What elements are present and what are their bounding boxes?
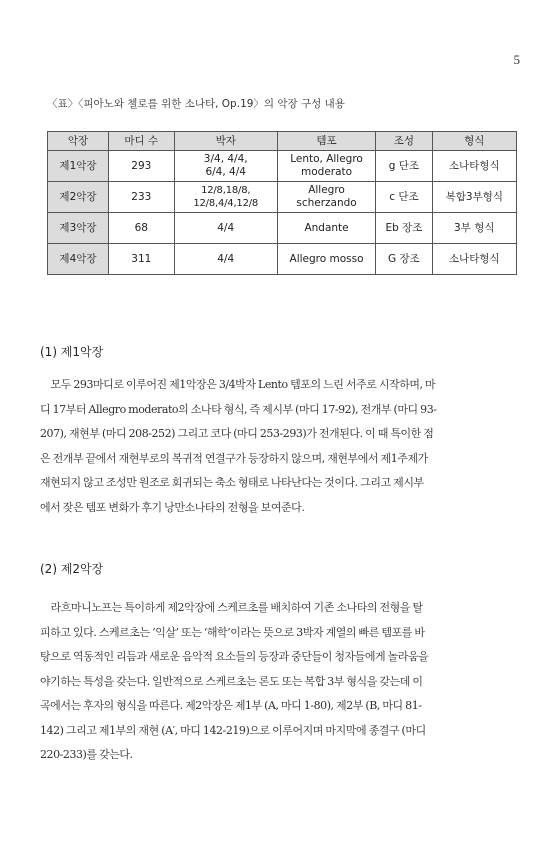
movement-cell: 제3악장 xyxy=(48,213,109,244)
tempo-cell: Andante xyxy=(277,213,375,244)
paragraph-line: 재현되지 않고 조성만 원조로 회귀되는 축소 형태로 나타난다는 것이다. 그리고 제시부 xyxy=(40,476,424,489)
key-cell: G 장조 xyxy=(376,244,432,275)
paragraph-line: 모두 293마디로 이루어진 제1악장은 3/4박자 Lento 템포의 느린 서주로 시작하며, 마 xyxy=(40,378,436,391)
meter-line: 3/4, 4/4, xyxy=(203,153,248,165)
header-tempo: 템포 xyxy=(277,132,375,151)
paragraph-line: 야기하는 특성을 갖는다. 일반적으로 스케르초는 론도 또는 복합 3부 형식을 갖는데 이 xyxy=(40,674,423,688)
form-cell: 3부 형식 xyxy=(432,213,516,244)
section-heading: (2) 제2악장 xyxy=(40,562,104,576)
meter-cell: 4/4 xyxy=(174,213,277,244)
table-row xyxy=(48,244,517,275)
tempo-line: scherzando xyxy=(296,197,357,209)
section-heading: (1) 제1악장 xyxy=(40,345,104,359)
meter-cell xyxy=(174,182,277,213)
form-cell: 소나타형식 xyxy=(432,244,516,275)
meter-cell xyxy=(174,151,277,182)
table-row xyxy=(48,213,517,244)
measures-cell: 68 xyxy=(108,213,174,244)
form-cell: 소나타형식 xyxy=(432,151,516,182)
key-cell: g 단조 xyxy=(376,151,432,182)
paragraph-line: 디 17부터 Allegro moderato의 소나타 형식, 즉 제시부 (마디 17-92), 전개부 (마디 93- xyxy=(40,402,437,416)
meter-line: 12/8,4/4,12/8 xyxy=(193,198,259,209)
paragraph-line: 탕으로 역동적인 리듬과 새로운 음악적 요소들의 등장과 중단들이 청자들에게 놀라움을 xyxy=(40,650,429,663)
section-paragraph xyxy=(40,596,520,768)
section-paragraph xyxy=(40,373,520,520)
paragraph-line: 라흐마니노프는 특이하게 제2악장에 스케르초를 배치하여 기존 소나타의 전형을 탈 xyxy=(40,601,423,614)
header-measures: 마디 수 xyxy=(108,132,174,151)
key-cell: Eb 장조 xyxy=(376,213,432,244)
paragraph-line: 220-233)를 갖는다. xyxy=(40,748,133,761)
key-cell: c 단조 xyxy=(376,182,432,213)
movement-table xyxy=(47,131,517,275)
movement-cell: 제1악장 xyxy=(48,151,109,182)
movement-cell: 제4악장 xyxy=(48,244,109,275)
paragraph-line: 곡에서는 후자의 형식을 따른다. 제2악장은 제1부 (A, 마디 1-80), 제2부 (B, 마디 81- xyxy=(40,699,422,712)
tempo-cell xyxy=(277,151,375,182)
table-row xyxy=(48,182,517,213)
table-caption: 〈표〉〈피아노와 첼로를 위한 소나타, Op.19〉의 악장 구성 내용 xyxy=(47,98,345,110)
paragraph-line: 피하고 있다. 스케르초는 ‘익살’ 또는 ‘해학’이라는 뜻으로 3박자 계열의 빠른 템포를 바 xyxy=(40,625,425,639)
paragraph-line: 은 전개부 끝에서 재현부로의 복귀적 연결구가 등장하지 않으며, 재현부에서 제1주제가 xyxy=(40,451,428,465)
page-number: 5 xyxy=(513,52,520,67)
table-row xyxy=(48,151,517,182)
measures-cell: 311 xyxy=(108,244,174,275)
meter-line: 6/4, 4/4 xyxy=(205,166,246,178)
paragraph-line: 142) 그리고 제1부의 재현 (A′, 마디 142-219)으로 이루어지며 마지막에 종결구 (마디 xyxy=(40,723,426,737)
tempo-line: Allegro xyxy=(308,184,345,196)
tempo-cell xyxy=(277,182,375,213)
meter-line: 12/8,18/8, xyxy=(201,185,251,196)
paragraph-line: 207), 재현부 (마디 208-252) 그리고 코다 (마디 253-293)가 전개된다. 이 때 특이한 점 xyxy=(40,427,434,440)
form-cell: 복합3부형식 xyxy=(432,182,516,213)
header-movement: 악장 xyxy=(48,132,109,151)
table-header-row xyxy=(48,132,517,151)
measures-cell: 293 xyxy=(108,151,174,182)
tempo-line: moderato xyxy=(301,166,353,178)
tempo-line: Lento, Allegro xyxy=(290,153,363,165)
header-meter: 박자 xyxy=(174,132,277,151)
measures-cell: 233 xyxy=(108,182,174,213)
tempo-cell: Allegro mosso xyxy=(277,244,375,275)
meter-cell: 4/4 xyxy=(174,244,277,275)
header-form: 형식 xyxy=(432,132,516,151)
paragraph-line: 에서 잦은 템포 변화가 후기 낭만소나타의 전형을 보여준다. xyxy=(40,500,305,514)
header-key: 조성 xyxy=(376,132,432,151)
movement-cell: 제2악장 xyxy=(48,182,109,213)
